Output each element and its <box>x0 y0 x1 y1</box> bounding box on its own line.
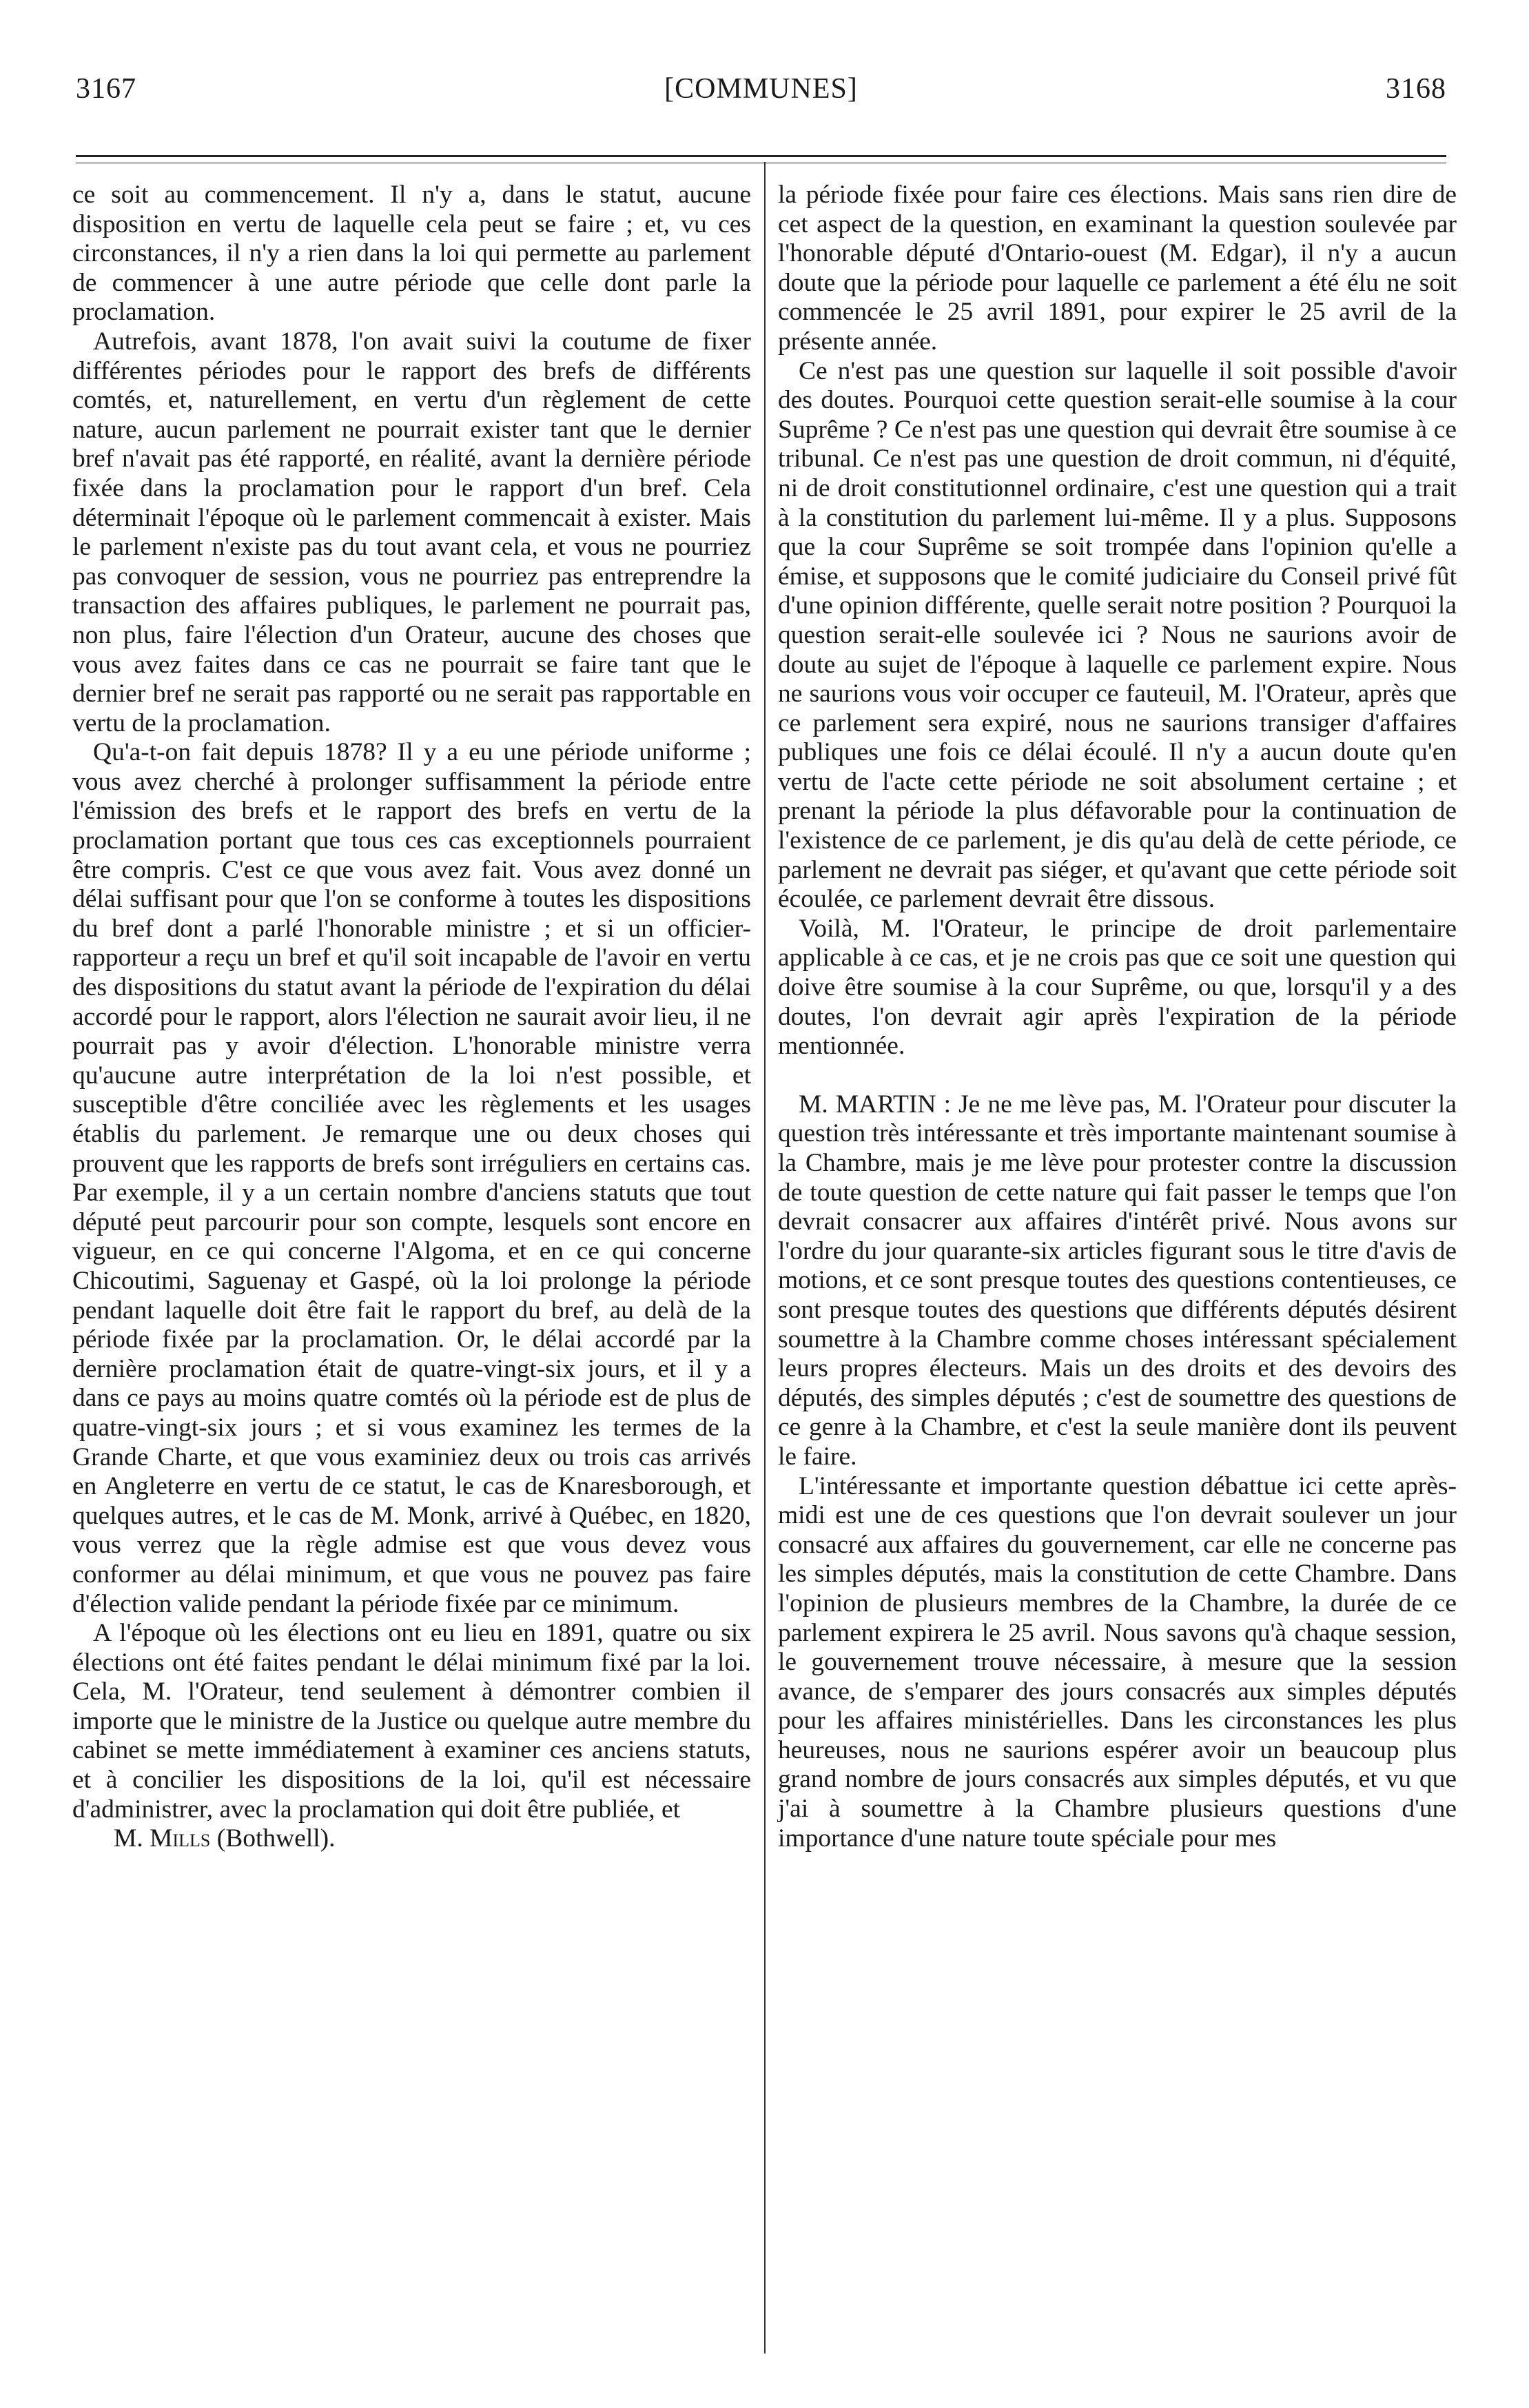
right-paragraph-5: L'intéressante et importante question débattue ici cette après-midi est une de ces questions que l'on devrait soulever un jour consacré aux affaires du gouvernement, car elle ne concerne pas les simples députés, mais la constitution de cette Chambre. Dans l'opinion de plusieurs membres de la Chambre, la durée de ce parlement expirera le 25 avril. Nous savons qu'à chaque session, le gouvernement trouve nécessaire, à mesure que la session avance, de s'emparer des jours consacrés aux simples députés pour les affaires ministérielles. Dans les circonstances les plus heureuses, nous ne saurions espérer avoir un beaucoup plus grand nombre de jours consacrés aux simples députés, et vu que j'ai à soumettre à la Chambre plusieurs questions d'une importance d'une nature toute spéciale pour mes <box>778 1471 1457 1853</box>
right-paragraph-1: la période fixée pour faire ces élections. Mais sans rien dire de cet aspect de la question, en examinant la question soulevée par l'honorable député d'Ontario-ouest (M. Edgar), il n'y a aucun doute que la période pour laquelle ce parlement a été élu ne soit commencée le 25 avril 1891, pour expirer le 25 avril de la présente année. <box>778 181 1457 356</box>
left-paragraph-4: A l'époque où les élections ont eu lieu en 1891, quatre ou six élections ont été faites pendant le délai minimum fixé par la loi. Cela, M. l'Orateur, tend seulement à démontrer combien il importe que le ministre de la Justice ou quelque autre membre du cabinet se mette immédiatement à examiner ces anciens statuts, et à concilier les dispositions de la loi, qu'il est nécessaire d'administrer, avec la proclamation qui doit être publiée, et <box>72 1619 751 1824</box>
speaker-martin: M. MARTIN <box>799 1090 936 1119</box>
speaker-riding: (Bothwell). <box>216 1824 336 1853</box>
right-paragraph-3: Voilà, M. l'Orateur, le principe de droit parlementaire applicable à ce cas, et je ne crois pas que ce soit une question qui doive être soumise à la cour Suprême, ou que, lorsqu'il y a des doutes, l'on devrait agir après l'expiration de la période mentionnée. <box>778 914 1457 1061</box>
column-divider <box>764 162 766 2354</box>
right-column <box>778 181 1457 1853</box>
right-paragraph-4 <box>778 1090 1457 1472</box>
header-rule <box>76 155 1446 163</box>
page-header <box>76 72 1446 121</box>
left-paragraph-1: ce soit au commencement. Il n'y a, dans le statut, aucune disposition en vertu de laquelle cela peut se faire ; et, vu ces circonstances, il n'y a rien dans la loi qui permette au parlement de commencer à une autre période que celle dont parle la proclamation. <box>72 181 751 327</box>
martin-speech: : Je ne me lève pas, M. l'Orateur pour discuter la question très intéressante et très importante maintenant soumise à la Chambre, mais je me lève pour protester contre la discussion de toute question de cette nature qui fait passer le temps que l'on devrait consacrer aux affaires d'intérêt privé. Nous avons sur l'ordre du jour quarante-six articles figurant sous le titre d'avis de motions, et ce sont presque toutes des questions contentieuses, ce sont presque toutes des questions que différents députés désirent soumettre à la Chambre comme choses intéressant spécialement leurs propres électeurs. Mais un des droits et des devoirs des députés, des simples députés ; c'est de soumettre des questions de ce genre à la Chambre, et c'est la seule manière dont ils peuvent le faire. <box>778 1090 1457 1471</box>
speaker-name: Mills <box>150 1824 211 1853</box>
left-paragraph-5 <box>72 1824 751 1854</box>
left-column <box>72 181 751 1854</box>
page-number-left: 3167 <box>76 73 136 105</box>
left-paragraph-3: Qu'a-t-on fait depuis 1878? Il y a eu une période uniforme ; vous avez cherché à prolonger suffisamment la période entre l'émission des brefs et le rapport des brefs en vertu de la proclamation portant que tous ces cas exceptionnels pourraient être compris. C'est ce que vous avez fait. Vous avez donné un délai suffisant pour que l'on se conforme à toutes les dispositions du bref dont a parlé l'honorable ministre ; et si un officier-rapporteur a reçu un bref et qu'il soit incapable de l'avoir en vertu des dispositions du statut avant la période de l'expiration du délai accordé pour le rapport, alors l'élection ne saurait avoir lieu, il ne pourrait pas y avoir d'élection. L'honorable ministre verra qu'aucune autre interprétation de la loi n'est possible, et susceptible d'être conciliée avec les règlements et les usages établis du parlement. Je remarque une ou deux choses qui prouvent que les rapports de brefs sont irréguliers en certains cas. Par exemple, il y a un certain nombre d'anciens statuts que tout député peut parcourir pour son compte, lesquels sont encore en vigueur, en ce qui concerne l'Algoma, et en ce qui concerne Chicoutimi, Saguenay et Gaspé, où la loi prolonge la période pendant laquelle doit être fait le rapport du bref, au delà de la période fixée par la proclamation. Or, le délai accordé par la dernière proclamation était de quatre-vingt-six jours, et il y a dans ce pays au moins quatre comtés où la période est de plus de quatre-vingt-six jours ; et si vous examinez les termes de la Grande Charte, et que vous examiniez deux ou trois cas arrivés en Angleterre en vertu de ce statut, le cas de Knaresborough, et quelques autres, et le cas de M. Monk, arrivé à Québec, en 1820, vous verrez que la règle admise est que vous devez vous conformer au délai minimum, et que vous ne pouvez pas faire d'élection valide pendant la période fixée par ce minimum. <box>72 738 751 1618</box>
speaker-prefix: M. <box>114 1824 143 1853</box>
page-number-right: 3168 <box>1386 73 1446 105</box>
left-paragraph-2: Autrefois, avant 1878, l'on avait suivi la coutume de fixer différentes périodes pour le rapport des brefs de différents comtés, et, naturellement, en vertu d'un règlement de cette nature, aucun parlement ne pourrait exister tant que le dernier bref n'avait pas été rapporté, en réalité, avant la dernière période fixée dans la proclamation pour le rapport d'un bref. Cela déterminait l'époque où le parlement commencait à exister. Mais le parlement n'existe pas du tout avant cela, et vous ne pourriez pas convoquer de session, vous ne pourriez pas entreprendre la transaction des affaires publiques, le parlement ne pourrait pas, non plus, faire l'élection d'un Orateur, aucune des choses que vous avez faites dans ce cas ne pourrait se faire tant que le dernier bref ne serait pas rapporté ou ne serait pas rapportable en vertu de la proclamation. <box>72 327 751 737</box>
right-paragraph-2: Ce n'est pas une question sur laquelle il soit possible d'avoir des doutes. Pourquoi cette question serait-elle soumise à la cour Suprême ? Ce n'est pas une question qui devrait être soumise à ce tribunal. Ce n'est pas une question de droit commun, ni d'équité, ni de droit constitutionnel ordinaire, c'est une question qui a trait à la constitution du parlement lui-même. Il y a plus. Supposons que la cour Suprême se soit trompée dans l'opinion qu'elle a émise, et supposons que le comité judiciaire du Conseil privé fût d'une opinion différente, quelle serait notre position ? Pourquoi la question serait-elle soulevée ici ? Nous ne saurions avoir de doute au sujet de l'époque à laquelle ce parlement expire. Nous ne saurions vous voir occuper ce fauteuil, M. l'Orateur, après que ce parlement sera expiré, nous ne saurions transiger d'affaires publiques une fois ce délai écoulé. Il n'y a aucun doute qu'en vertu de l'acte cette période ne soit absolument certaine ; et prenant la période la plus défavorable pour la continuation de l'existence de ce parlement, je dis qu'au delà de cette période, ce parlement ne devrait pas siéger, et qu'avant que cette période soit écoulée, ce parlement devrait être dissous. <box>778 356 1457 914</box>
page-title: [COMMUNES] <box>664 73 858 105</box>
